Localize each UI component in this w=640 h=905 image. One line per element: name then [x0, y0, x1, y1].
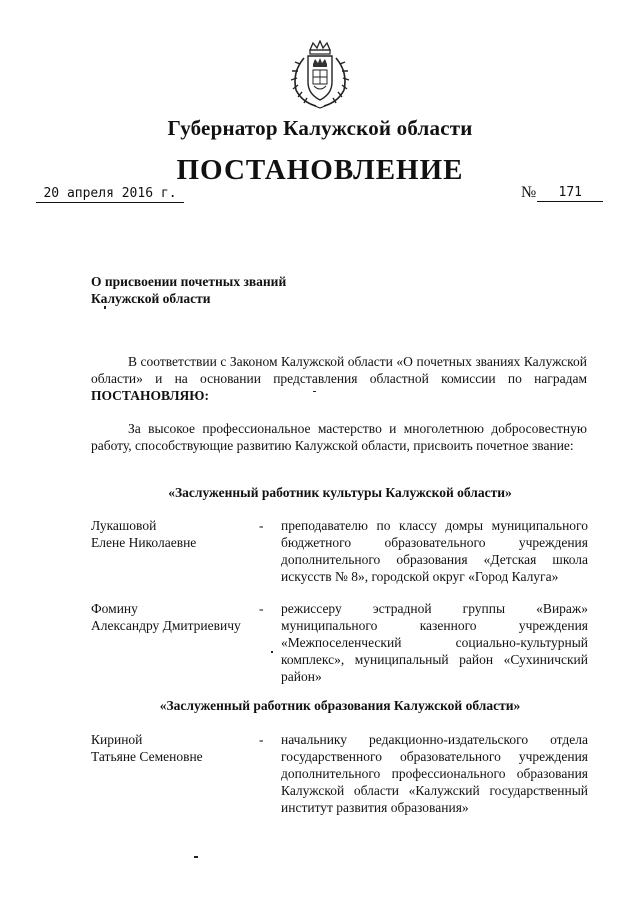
document-type-heading: ПОСТАНОВЛЕНИЕ [176, 154, 464, 186]
kaluga-coat-of-arms-icon [286, 40, 354, 110]
document-date: 20 апреля 2016 г. [36, 186, 184, 203]
recipient-given-name: Татьяне Семеновне [91, 749, 203, 764]
scan-speck [271, 651, 273, 653]
recipient-given-name: Елене Николаевне [91, 535, 197, 550]
section-title-culture: «Заслуженный работник культуры Калужской области» [168, 485, 512, 500]
document-number [521, 184, 603, 202]
recipient-position: преподавателю по классу домры муниципального бюджетного образовательного учреждения дополнительного образования «Детская школа искусств № 8», городской округ «Город Калуга» [281, 518, 588, 584]
scan-speck [104, 306, 106, 309]
award-paragraph: За высокое профессиональное мастерство и многолетнюю добросовестную работу, способствующие развитию Калужской области, присвоить почетное звание: [91, 421, 587, 453]
preamble-paragraph [91, 353, 587, 404]
subject-line-1: О присвоении почетных званий [91, 274, 287, 289]
entry-dash: - [259, 518, 264, 533]
number-sign: № [521, 184, 537, 201]
section-title-education: «Заслуженный работник образования Калужской области» [159, 698, 521, 713]
document-subject [91, 273, 286, 307]
scan-speck [313, 391, 316, 392]
entry-dash: - [259, 601, 264, 616]
recipient-position: режиссеру эстрадной группы «Вираж» муниципального казенного учреждения «Межпоселенческий социально-культурный комплекс», муниципальный район «Сухиничский район» [281, 601, 588, 684]
recipient-given-name: Александру Дмитриевичу [91, 618, 241, 633]
recipient-name [91, 731, 259, 765]
subject-line-2: Калужской области [91, 291, 211, 306]
governor-title: Губернатор Калужской области [167, 116, 473, 140]
entry-dash: - [259, 732, 264, 747]
recipient-name [91, 600, 259, 634]
scan-speck [194, 856, 198, 858]
resolve-word: ПОСТАНОВЛЯЮ: [91, 388, 209, 403]
recipient-surname: Лукашовой [91, 518, 157, 533]
recipient-surname: Кириной [91, 732, 143, 747]
recipient-surname: Фомину [91, 601, 138, 616]
preamble-text: В соответствии с Законом Калужской области «О почетных званиях Калужской области» и на основании представления областной комиссии по наградам [91, 354, 587, 386]
number-value: 171 [537, 185, 603, 202]
recipient-position: начальнику редакционно-издательского отдела государственного образовательного учреждения дополнительного профессионального образования Калужской области «Калужский государственный институт развития образования» [281, 732, 588, 815]
recipient-name [91, 517, 259, 551]
